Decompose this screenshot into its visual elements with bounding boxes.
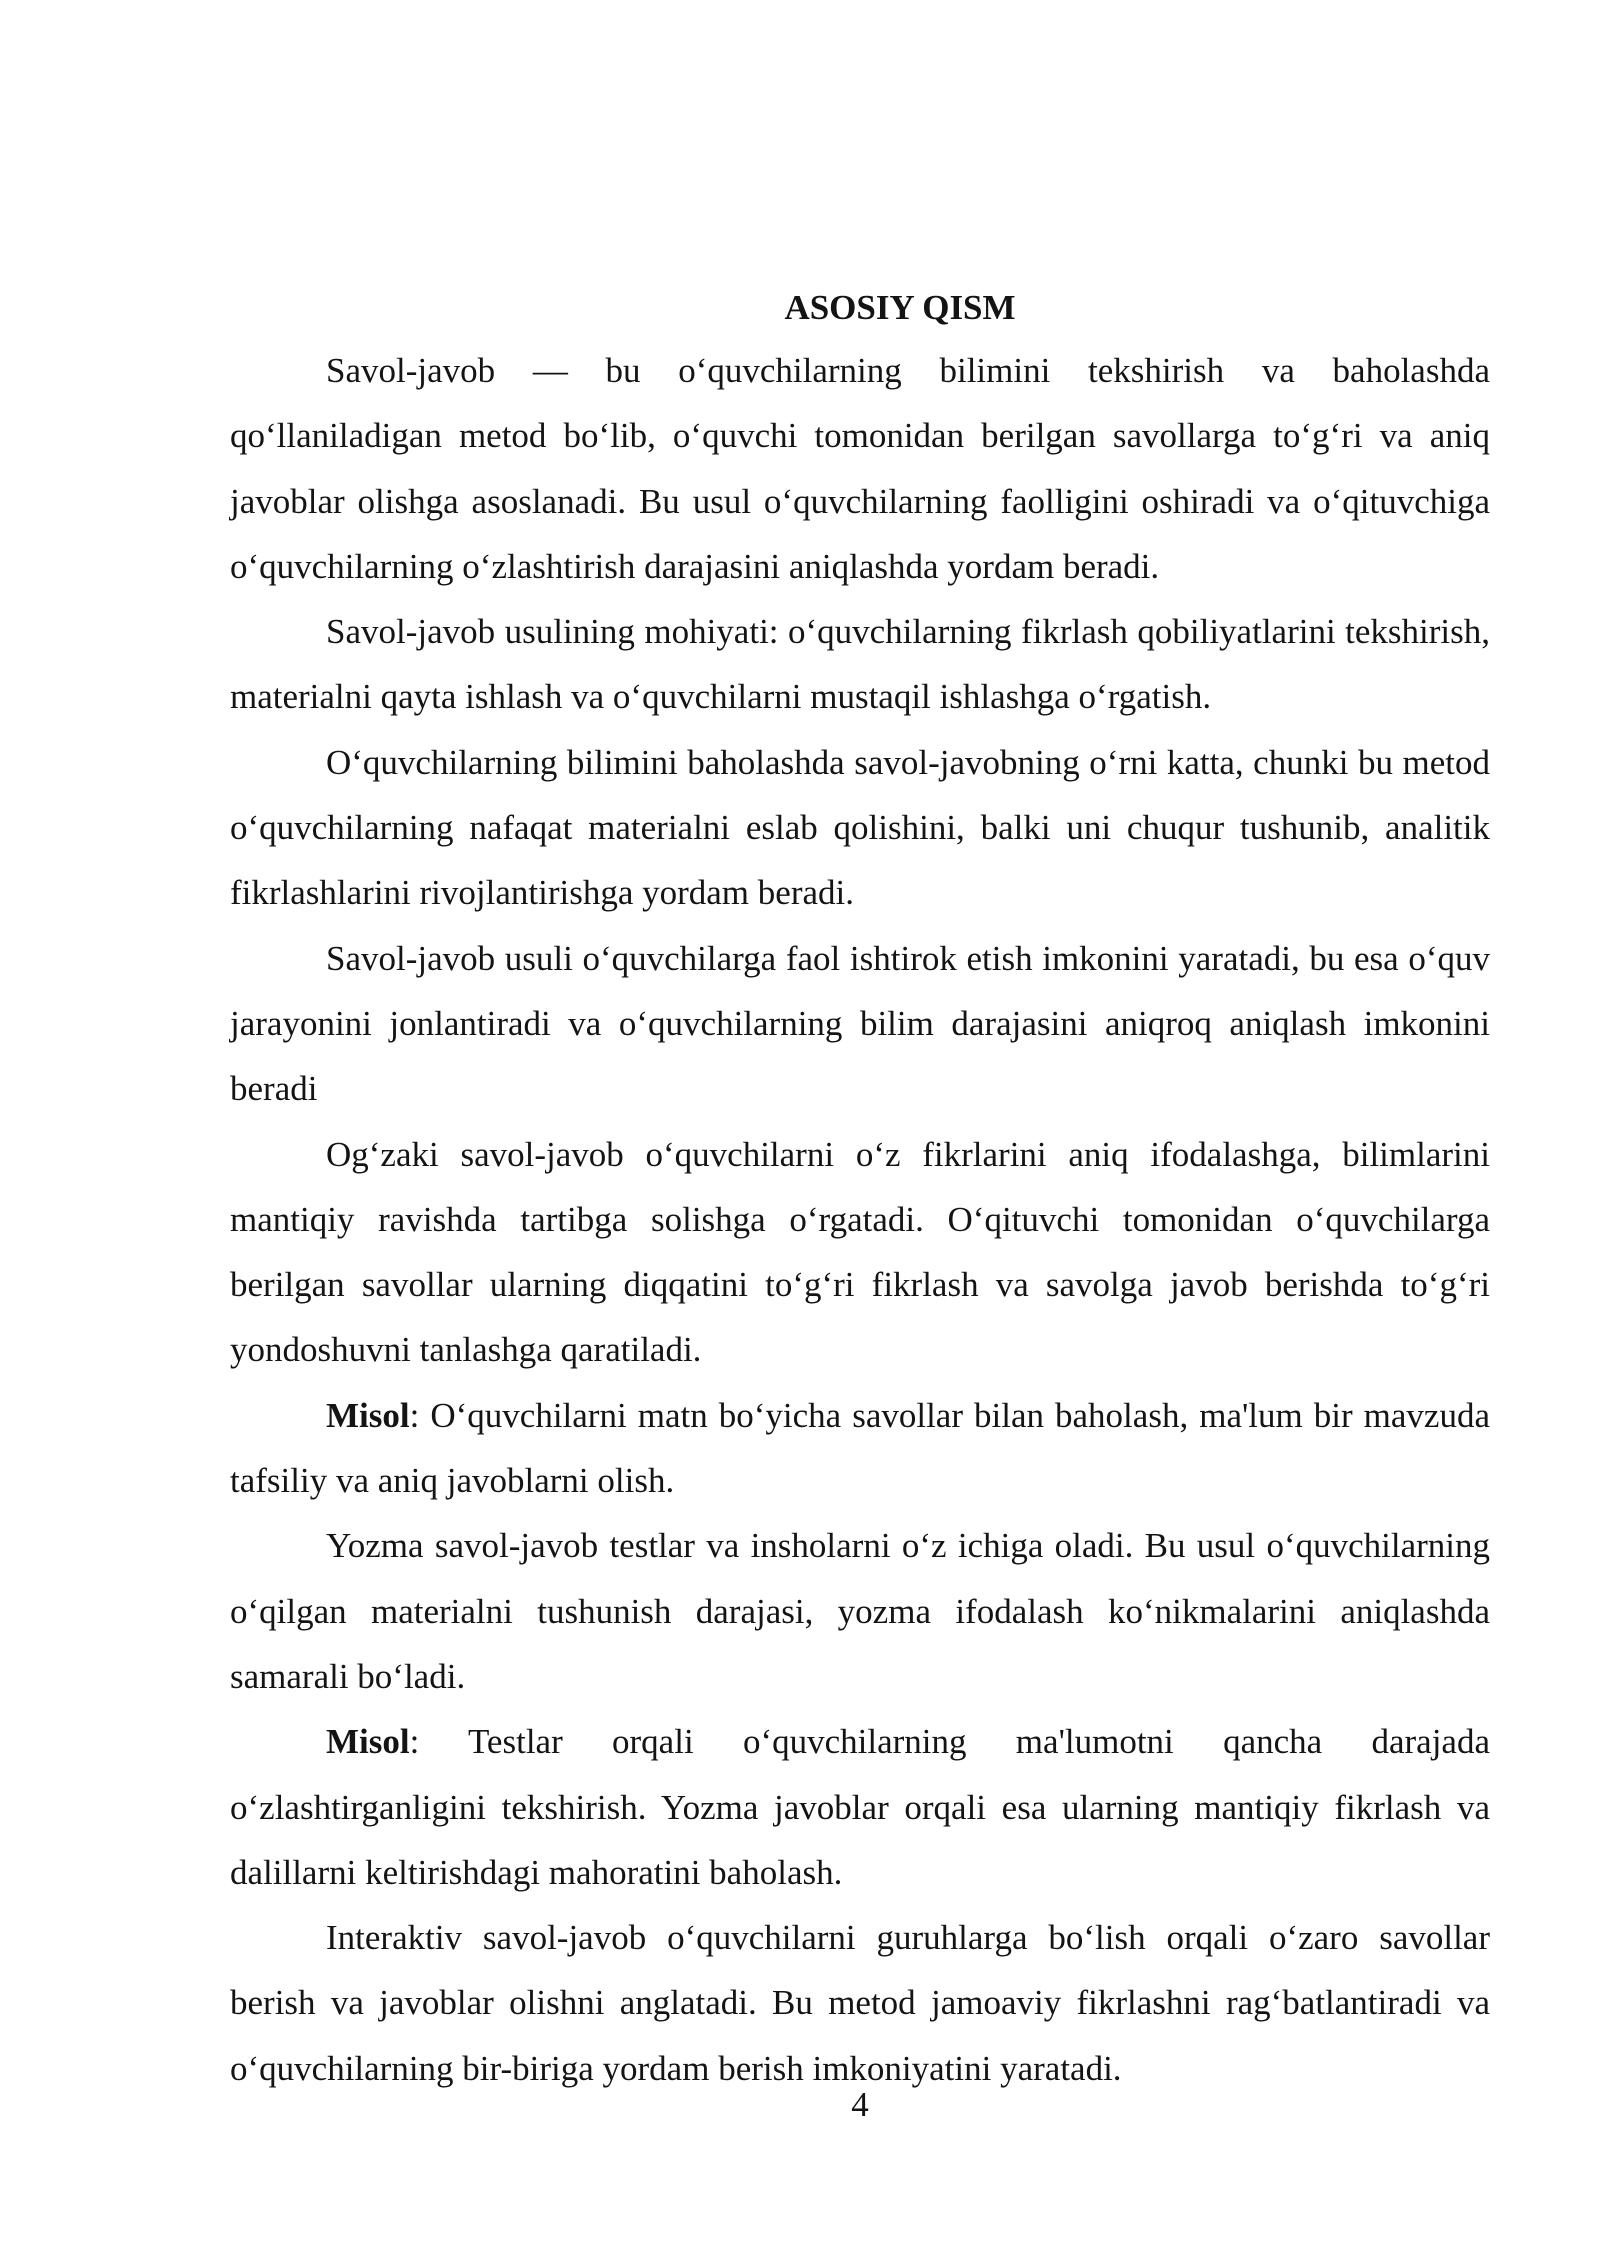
page-number: 4 (851, 2085, 869, 2124)
paragraph-text: Yozma savol-javob testlar va insholarni oʻz ichiga oladi. Bu usul oʻquvchilarning oʻqilgan materialni tushunish darajasi, yozma ifodalash koʻnikmalarini aniqlashda samarali boʻladi. (230, 1526, 1490, 1696)
paragraph-text: Oʻquvchilarning bilimini baholashda savol-javobning oʻrni katta, chunki bu metod oʻquvchilarning nafaqat materialni eslab qolishini, balki uni chuqur tushunib, analitik fikrlashlarini rivojlantirishga yordam beradi. (230, 742, 1490, 913)
paragraph-text: Interaktiv savol-javob oʻquvchilarni guruhlarga boʻlish orqali oʻzaro savollar berish va javoblar olishni anglatadi. Bu metod jamoaviy fikrlashni ragʻbatlantiradi va oʻquvchilarning bir-biriga yordam berish imkoniyatini yaratadi. (230, 1918, 1490, 2088)
paragraph-2 (230, 599, 1490, 730)
paragraph-7 (230, 1513, 1490, 1709)
example-label: Misol (326, 1722, 410, 1762)
paragraph-text: : Testlar orqali oʻquvchilarning ma'lumotni qancha darajada oʻzlashtirganligini tekshirish. Yozma javoblar orqali esa ularning mantiqiy fikrlash va dalillarni keltirishdagi mahoratini baholash. (230, 1722, 1490, 1892)
paragraph-5 (230, 1122, 1490, 1383)
paragraph-text: Savol-javob usulining mohiyati: oʻquvchilarning fikrlash qobiliyatlarini tekshirish, materialni qayta ishlash va oʻquvchilarni mustaqil ishlashga oʻrgatish. (230, 612, 1490, 717)
paragraph-text: Ogʻzaki savol-javob oʻquvchilarni oʻz fikrlarini aniq ifodalashga, bilimlarini mantiqiy ravishda tartibga solishga oʻrgatadi. Oʻqituvchi tomonidan oʻquvchilarga berilgan savollar ularning diqqatini toʻgʻri fikrlash va savolga javob berishda toʻgʻri yondoshuvni tanlashga qaratiladi. (230, 1134, 1490, 1370)
example-label: Misol (326, 1395, 410, 1435)
paragraph-4 (230, 926, 1490, 1122)
paragraph-6-example (230, 1383, 1490, 1514)
paragraph-text: Savol-javob — bu oʻquvchilarning bilimini tekshirish va baholashda qoʻllaniladigan metod boʻlib, oʻquvchi tomonidan berilgan savollarga toʻgʻri va aniq javoblar olishga asoslanadi. Bu usul oʻquvchilarning faolligini oshiradi va oʻqituvchiga oʻquvchilarning oʻzlashtirish darajasini aniqlashda yordam beradi. (230, 351, 1490, 586)
paragraph-1 (230, 338, 1490, 599)
paragraph-3 (230, 730, 1490, 926)
paragraph-text: : Oʻquvchilarni matn boʻyicha savollar bilan baholash, ma'lum bir mavzuda tafsiliy va aniq javoblarni olish. (230, 1395, 1490, 1501)
page-body (230, 278, 1490, 2101)
paragraph-text: Savol-javob usuli oʻquvchilarga faol ishtirok etish imkonini yaratadi, bu esa oʻquv jarayonini jonlantiradi va oʻquvchilarning bilim darajasini aniqroq aniqlash imkonini beradi (230, 938, 1490, 1109)
paragraph-9 (230, 1905, 1490, 2101)
section-heading: ASOSIY QISM (784, 288, 1016, 327)
paragraph-8-example (230, 1709, 1490, 1905)
